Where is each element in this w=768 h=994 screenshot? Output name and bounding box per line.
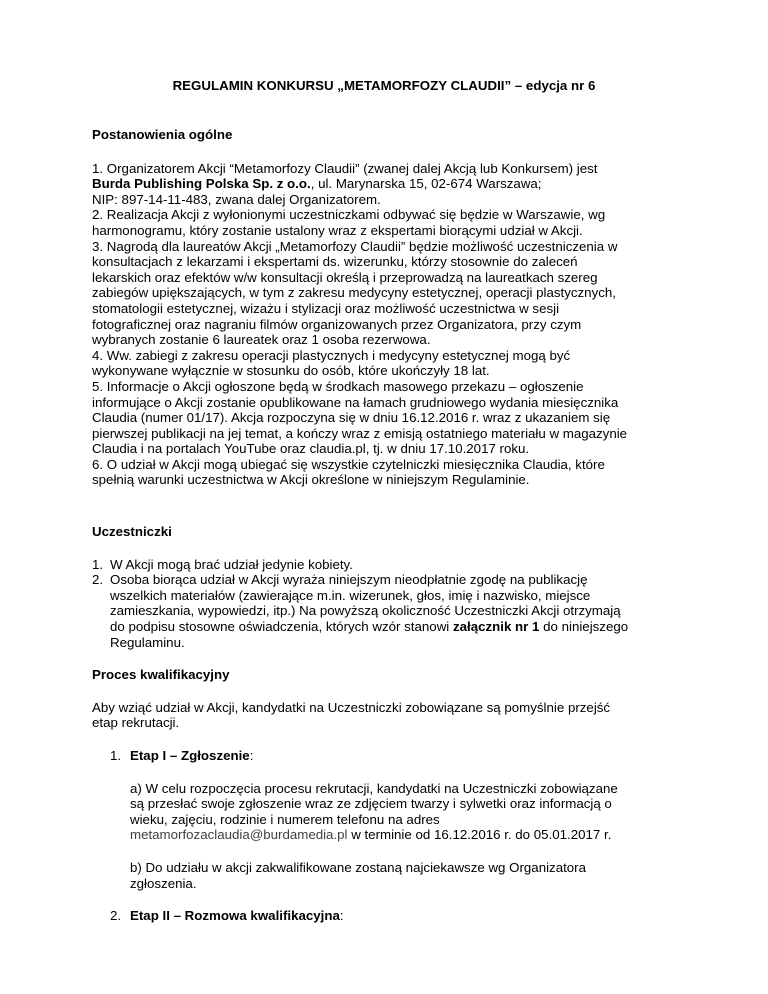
- stage-number: 2.: [110, 908, 122, 924]
- spacer: [92, 764, 682, 781]
- spacer: [92, 683, 682, 700]
- general-p5-line: 5. Informacje o Akcji ogłoszone będą w środkach masowego przekazu – ogłoszenie: [92, 378, 584, 394]
- stage-1-body: [92, 781, 682, 892]
- general-p3-line: wybranych zostanie 6 laureatek oraz 1 osoba rezerwowa.: [92, 332, 431, 348]
- stage-1: [92, 748, 682, 764]
- general-p1-nip: NIP: 897-14-11-483, zwana dalej Organizatorem.: [92, 191, 381, 207]
- stage-1b-line: b) Do udziału w akcji zakwalifikowane zostaną najciekawsze wg Organizatora: [130, 859, 587, 875]
- document-title: REGULAMIN KONKURSU „METAMORFOZY CLAUDII” – edycja nr 6: [172, 78, 596, 93]
- stage-1a-email-line: [130, 827, 682, 843]
- attachment-reference: załącznik nr 1: [452, 619, 540, 635]
- general-p3-line: stomatologii estetycznej, wizażu i stylizacji oraz możliwość uczestnictwa w sesji: [92, 300, 560, 316]
- list-item-line: Regulaminu.: [110, 634, 185, 650]
- text-span: do podpisu stosowne oświadczenia, których wzór stanowi: [110, 619, 453, 635]
- spacer: [130, 843, 682, 860]
- section-heading-general: Postanowienia ogólne: [92, 127, 233, 142]
- document-content: [92, 127, 682, 924]
- general-p3-line: fotograficznej oraz nagraniu filmów organizowanych przez Organizatora, przy czym: [92, 316, 582, 332]
- list-item-line: Osoba biorąca udział w Akcji wyraża niniejszym nieodpłatnie zgodę na publikację: [110, 572, 588, 588]
- general-p6-line: spełnią warunki uczestnictwa w Akcji określone w niniejszym Regulaminie.: [92, 472, 530, 488]
- general-p4-line: wykonywane wyłącznie w stosunku do osób, które ukończyły 18 lat.: [92, 363, 490, 379]
- general-p4-line: 4. Ww. zabiegi z zakresu operacji plastycznych i medycyny estetycznej mogą być: [92, 347, 571, 363]
- general-p2-line: harmonogramu, który zostanie ustalony wraz z ekspertami biorącymi udział w Akcji.: [92, 222, 583, 238]
- spacer: [92, 650, 682, 667]
- stage-number: 1.: [110, 748, 122, 763]
- qualification-intro-line: Aby wziąć udział w Akcji, kandydatki na Uczestniczki zobowiązane są pomyślnie przejść: [92, 699, 611, 715]
- section-heading-qualification: Proces kwalifikacyjny: [92, 667, 230, 683]
- stage-1a-line: są przesłać swoje zgłoszenie wraz ze zdjęciem twarzy i sylwetki oraz informacją o: [130, 796, 612, 812]
- general-p5-line: Claudia i na portalach YouTube oraz claudia.pl, tj. w dniu 17.10.2017 roku.: [92, 441, 530, 457]
- list-item: [92, 572, 682, 650]
- participants-list: [92, 557, 682, 651]
- list-number: 2.: [92, 572, 104, 588]
- section-heading-participants: Uczestniczki: [92, 524, 172, 540]
- stage-colon: :: [249, 748, 254, 763]
- general-p3-line: lekarskich oraz efektów w/w konsultacji określą i przeprowadzą na laureatkach szereg: [92, 269, 598, 285]
- stage-title: Etap II – Rozmowa kwalifikacyjna: [130, 908, 340, 924]
- general-p5-line: Claudia (numer 01/17). Akcja rozpoczyna się w dniu 16.12.2016 r. wraz z ukazaniem się: [92, 410, 611, 426]
- general-p3-line: 3. Nagrodą dla laureatów Akcji „Metamorfozy Claudii” będzie możliwość uczestniczenia w: [92, 238, 618, 254]
- spacer: [92, 731, 682, 748]
- general-p1-company-line: [92, 176, 682, 192]
- general-p5-line: informujące o Akcji zostanie opublikowane na łamach grudniowego wydania miesięcznika: [92, 394, 619, 410]
- list-item-text: W Akcji mogą brać udział jedynie kobiety.: [110, 556, 353, 572]
- qualification-intro-line: etap rekrutacji.: [92, 715, 180, 731]
- general-p6-line: 6. O udział w Akcji mogą ubiegać się wszystkie czytelniczki miesięcznika Claudia, które: [92, 456, 605, 472]
- general-p2-line: 2. Realizacja Akcji z wyłonionymi uczestniczkami odbywać się będzie w Warszawie, wg: [92, 207, 606, 223]
- organizer-name: Burda Publishing Polska Sp. z o.o.: [92, 176, 311, 192]
- general-provisions: [92, 161, 682, 488]
- spacer: [92, 540, 682, 557]
- list-item-line: [110, 619, 682, 635]
- general-p3-line: zabiegów upiększających, w tym z zakresu medycyny estetycznej, operacji plastycznych,: [92, 285, 616, 301]
- general-p1-line: 1. Organizatorem Akcji “Metamorfozy Claudii” (zwanej dalej Akcją lub Konkursem) jest: [92, 160, 598, 176]
- spacer: [92, 891, 682, 908]
- stage-2: [92, 908, 682, 924]
- stage-1a-line: a) W celu rozpoczęcia procesu rekrutacji, kandydatki na Uczestniczki zobowiązane: [130, 780, 618, 796]
- general-p5-line: pierwszej publikacji na jej temat, a kończy wraz z emisją ostatniego materiału w magazynie: [92, 425, 628, 441]
- email-link[interactable]: metamorfozaclaudia@burdamedia.pl: [130, 827, 348, 843]
- text-span: do niniejszego: [539, 619, 629, 635]
- list-item: [92, 557, 682, 573]
- stage-1a-line: wieku, zajęciu, rodzinie i numerem telefonu na adres: [130, 811, 440, 827]
- spacer: [92, 488, 682, 524]
- general-p3-line: konsultacjach z lekarzami i ekspertami ds. wizerunku, którzy stosownie do zaleceń: [92, 254, 578, 270]
- organizer-address: , ul. Marynarska 15, 02-674 Warszawa;: [310, 176, 542, 192]
- list-item-line: wszelkich materiałów (zawierające m.in. wizerunek, głos, imię i nazwisko, miejsce: [110, 587, 591, 603]
- stage-title: Etap I – Zgłoszenie: [130, 748, 250, 763]
- stage-1b-line: zgłoszenia.: [130, 875, 197, 891]
- list-number: 1.: [92, 556, 104, 572]
- stage-colon: :: [339, 908, 344, 924]
- list-item-line: zamieszkania, wypowiedzi, itp.) Na powyższą okoliczność Uczestniczki Akcji otrzymają: [110, 603, 621, 619]
- deadline-text: w terminie od 16.12.2016 r. do 05.01.2017 r.: [347, 827, 612, 843]
